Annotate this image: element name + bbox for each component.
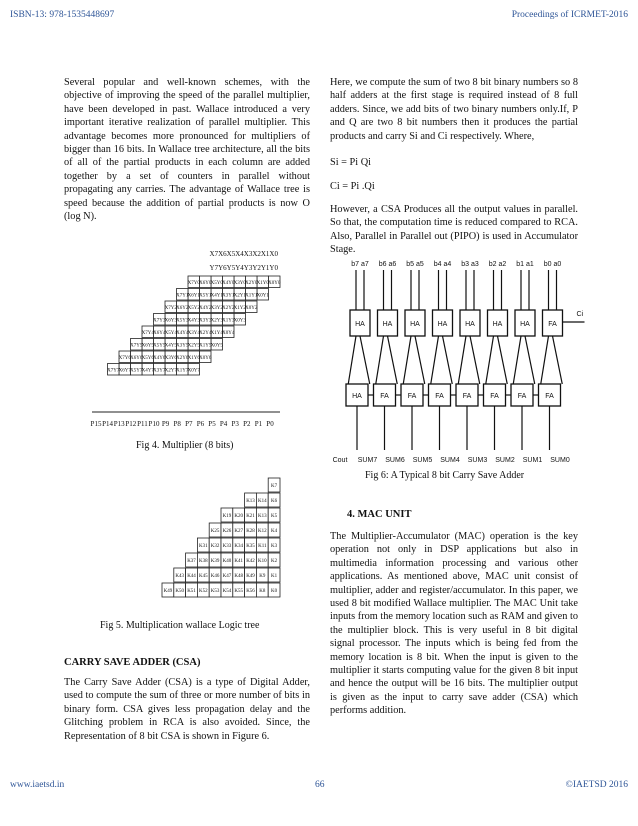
fig4-pp-label: X0Y0 bbox=[268, 281, 281, 286]
fig6-output-label: SUM5 bbox=[412, 457, 433, 464]
fig5-cell-label: K2 bbox=[271, 559, 278, 564]
fig6-top-block-label: HA bbox=[437, 321, 448, 328]
fig5-cell-label: K47 bbox=[222, 574, 232, 579]
fig6-input-label: b6 a6 bbox=[378, 261, 397, 268]
fig4-pp-label: X1Y4 bbox=[210, 331, 223, 336]
fig4-pp-label: X6Y6 bbox=[130, 356, 143, 361]
fig4-pp-label: X5Y3 bbox=[176, 318, 189, 324]
fig5-cell-label: K32 bbox=[210, 544, 220, 549]
fig4-pp-label: X5Y5 bbox=[153, 343, 166, 349]
fig4-pp-label: X1Y3 bbox=[222, 318, 235, 324]
fig6-input-label: b7 a7 bbox=[351, 261, 369, 268]
fig4-pp-label: X1Y2 bbox=[233, 306, 246, 311]
fig5-cell-label: K19 bbox=[222, 514, 232, 519]
fig4-pp-label: X6Y5 bbox=[141, 343, 154, 349]
fig5-cell-label: K10 bbox=[257, 559, 267, 564]
fig6-carry-wire bbox=[348, 336, 356, 384]
fig6-sum-wire bbox=[443, 336, 453, 384]
fig6-sum-wire bbox=[388, 336, 398, 384]
header-proceedings: Proceedings of ICRMET-2016 bbox=[511, 10, 628, 20]
fig4-p-label: P15 bbox=[90, 420, 102, 428]
fig4-pp-label: X5Y0 bbox=[210, 281, 223, 286]
fig6-sum-wire bbox=[415, 336, 425, 384]
fig4-pp-label: X3Y6 bbox=[164, 356, 177, 361]
fig6-cin-label: Ci bbox=[576, 311, 584, 318]
fig4-pp-label: X6Y3 bbox=[164, 318, 177, 324]
fig5-cell-label: K49 bbox=[163, 589, 173, 594]
fig5-cell-label: K27 bbox=[234, 529, 244, 534]
fig6-input-label: b4 a4 bbox=[433, 261, 452, 268]
fig5-cell-label: K12 bbox=[257, 529, 267, 534]
fig5-cell-label: K35 bbox=[246, 544, 255, 549]
fig6-sum-wire bbox=[470, 336, 480, 384]
fig4-pp-label: X4Y5 bbox=[164, 343, 177, 349]
fig4-pp-label: X2Y4 bbox=[199, 331, 212, 336]
fig6-input-label: b2 a2 bbox=[488, 261, 507, 268]
fig5-cell-label: K21 bbox=[246, 514, 255, 519]
fig6-carry-wire bbox=[541, 336, 549, 384]
fig6-top-block-label: HA bbox=[382, 321, 393, 328]
fig5-cell-label: K37 bbox=[187, 559, 196, 564]
fig6-bottom-block-label: FA bbox=[517, 393, 527, 400]
fig4-pp-label: X3Y5 bbox=[176, 343, 189, 349]
fig4-pp-label: X6Y0 bbox=[199, 281, 212, 286]
fig4-pp-label: X5Y4 bbox=[164, 331, 177, 336]
fig6-carry-wire bbox=[431, 336, 439, 384]
fig4-pp-label: X4Y0 bbox=[222, 281, 235, 286]
fig6-top-block-label: FA bbox=[548, 321, 557, 328]
fig5-cell-label: K51 bbox=[187, 589, 196, 594]
csa-heading: CARRY SAVE ADDER (CSA) bbox=[64, 657, 201, 668]
fig4-p-label: P10 bbox=[148, 420, 160, 428]
fig4-pp-label: X3Y7 bbox=[153, 368, 166, 374]
fig6-input-label: b3 a3 bbox=[461, 261, 479, 268]
fig4-pp-label: X2Y5 bbox=[187, 343, 200, 349]
fig6-carry-wire bbox=[403, 336, 411, 384]
fig6-output-label: SUM1 bbox=[522, 457, 543, 464]
fig6-top-block-label: HA bbox=[492, 321, 503, 328]
fig4-pp-label: X5Y7 bbox=[130, 368, 143, 374]
fig6-sum-wire bbox=[553, 336, 563, 384]
fig6-bottom-block-label: FA bbox=[462, 393, 472, 400]
column-left bbox=[64, 76, 310, 223]
fig4-pp-label: X7Y5 bbox=[130, 343, 143, 349]
fig4-pp-label: X2Y7 bbox=[164, 368, 177, 374]
fig5-cell-label: K20 bbox=[234, 514, 244, 519]
fig4-pp-label: X2Y1 bbox=[233, 293, 246, 299]
fig4-p-label: P13 bbox=[113, 420, 125, 428]
fig5-cell-label: K3 bbox=[271, 544, 278, 549]
fig4-p-label: P7 bbox=[185, 420, 193, 428]
fig6-sum-wire bbox=[498, 336, 508, 384]
fig5-cell-label: K0 bbox=[271, 589, 278, 594]
fig5-cell-label: K1 bbox=[271, 574, 278, 579]
figure-5-wallace-tree bbox=[82, 476, 282, 606]
fig4-pp-label: X4Y1 bbox=[210, 293, 223, 299]
fig4-pp-label: X4Y7 bbox=[141, 368, 154, 374]
fig6-input-label: b0 a0 bbox=[543, 261, 562, 268]
fig4-pp-label: X3Y0 bbox=[233, 281, 246, 286]
fig4-pp-label: X5Y1 bbox=[199, 293, 212, 299]
fig6-top-block-label: HA bbox=[465, 321, 475, 328]
fig5-cell-label: K11 bbox=[258, 544, 267, 549]
fig4-pp-label: X2Y6 bbox=[176, 356, 189, 361]
fig4-pp-label: X0Y5 bbox=[210, 343, 223, 349]
fig4-pp-label: X3Y2 bbox=[210, 306, 223, 311]
footer-page-number: 66 bbox=[315, 780, 325, 790]
fig4-pp-label: X6Y2 bbox=[176, 306, 189, 311]
fig5-cell-label: K25 bbox=[210, 529, 220, 534]
mac-heading: 4. MAC UNIT bbox=[347, 509, 412, 520]
fig5-cell-label: K9 bbox=[259, 574, 266, 579]
paragraph-wallace: Several popular and well-known schemes, with the objective of improving the speed of the parallel multiplier, have been developed in past. Wallace introduced a very important iterative realization of parallel multiplier. This advantage becomes more pronounced for multipliers of bigger than 16 bits. In Wallace tree architecture, all the bits of all of the partial products in each column are added together by a set of counters in parallel without propagating any carries. The advantage of Wallace tree is speed because the addition of partial products is now O (log N). bbox=[64, 77, 310, 223]
fig4-p-label: P4 bbox=[219, 420, 228, 428]
fig4-p-label: P8 bbox=[173, 420, 181, 428]
fig6-top-block-label: HA bbox=[355, 321, 365, 328]
fig5-cell-label: K42 bbox=[246, 559, 255, 564]
fig4-p-label: P2 bbox=[243, 420, 251, 428]
fig5-cell-label: K33 bbox=[222, 544, 232, 549]
fig4-p-label: P14 bbox=[102, 420, 114, 428]
fig4-pp-label: X7Y6 bbox=[118, 356, 131, 361]
fig6-carry-wire bbox=[376, 336, 384, 384]
figure-4-caption: Fig 4. Multiplier (8 bits) bbox=[136, 440, 234, 451]
fig6-output-label: SUM4 bbox=[440, 457, 460, 464]
fig5-cell-label: K28 bbox=[246, 529, 255, 534]
equation-si: Si = Pi Qi bbox=[330, 157, 372, 168]
fig4-pp-label: X1Y5 bbox=[199, 343, 212, 349]
fig6-output-label: SUM0 bbox=[550, 457, 570, 464]
fig4-p-label: P0 bbox=[266, 420, 274, 428]
fig4-pp-label: X4Y4 bbox=[176, 331, 189, 336]
fig6-input-label: b1 a1 bbox=[516, 261, 534, 268]
fig6-top-block-label: HA bbox=[410, 321, 420, 328]
fig4-pp-label: X1Y0 bbox=[256, 281, 269, 286]
fig4-pp-label: X7Y2 bbox=[164, 306, 177, 311]
fig4-pp-label: X0Y3 bbox=[233, 318, 246, 324]
fig5-cell-label: K31 bbox=[198, 544, 208, 549]
paragraph-csa-sum: Here, we compute the sum of two 8 bit binary numbers so 8 half adders at the first stage is required instead of 8 full adders. Since, we add bits of two binary numbers only.If, P and Q are two 8 bit numbers then it produces the partial products and carry Si and Ci respectively. Where, bbox=[330, 77, 578, 142]
fig6-sum-wire bbox=[525, 336, 535, 384]
fig4-pp-label: X1Y1 bbox=[245, 293, 258, 299]
fig6-bottom-block-label: FA bbox=[435, 393, 444, 400]
fig4-pp-label: X6Y4 bbox=[153, 331, 166, 336]
fig4-pp-label: X1Y6 bbox=[187, 356, 200, 361]
fig4-pp-label: X2Y3 bbox=[210, 318, 223, 324]
fig5-cell-label: K7 bbox=[271, 484, 278, 489]
fig4-p-label: P3 bbox=[231, 420, 239, 428]
fig4-p-label: P12 bbox=[125, 420, 137, 428]
fig4-pp-label: X6Y7 bbox=[118, 368, 131, 374]
fig4-pp-label: X7Y3 bbox=[153, 318, 166, 324]
fig6-top-block-label: HA bbox=[520, 321, 530, 328]
fig5-cell-label: K56 bbox=[246, 589, 255, 594]
fig6-bottom-block-label: FA bbox=[490, 393, 499, 400]
fig6-bottom-block-label: FA bbox=[380, 393, 389, 400]
figure-5-caption: Fig 5. Multiplication wallace Logic tree bbox=[100, 620, 260, 631]
figure-6-carry-save-adder bbox=[332, 258, 584, 466]
fig6-output-label: SUM7 bbox=[357, 457, 378, 464]
fig6-output-label: SUM3 bbox=[467, 457, 488, 464]
fig4-pp-label: X4Y2 bbox=[199, 306, 212, 311]
fig6-output-label: SUM2 bbox=[495, 457, 515, 464]
fig4-pp-label: X5Y2 bbox=[187, 306, 200, 311]
fig4-pp-label: X2Y0 bbox=[245, 281, 258, 286]
fig4-pp-label: X4Y6 bbox=[153, 356, 166, 361]
fig4-pp-label: X3Y4 bbox=[187, 331, 200, 336]
fig4-pp-label: X1Y7 bbox=[176, 368, 189, 374]
fig5-cell-label: K8 bbox=[259, 589, 266, 594]
paragraph-mac: The Multiplier-Accumulator (MAC) operation is the key operation not only in DSP applications but also in multimedia information processing and various other applications. As mentioned above, MAC unit consist of multiplier, adder and register/accumulator. In this paper, we used 8 bit modified Wallace multiplier. The MAC Unit take inputs from the memory location such as RAM and given to the multiplier block. This is very useful in 8 bit digital signal processor. The inputs which is being fed from the memory location is 8 bit. When the input is given to the multiplier it starts computing value for the given 8 bit input and hence the output will be 16 bits. The multiplier output is given as the input to carry save adder (CSA) which performs addition. bbox=[330, 531, 578, 717]
fig5-cell-label: K5 bbox=[271, 514, 278, 519]
fig4-pp-label: X2Y2 bbox=[222, 306, 235, 311]
fig4-p-label: P1 bbox=[254, 420, 263, 428]
fig5-cell-label: K4 bbox=[271, 529, 278, 534]
figure-6-caption: Fig 6: A Typical 8 bit Carry Save Adder bbox=[365, 470, 525, 481]
fig4-row-x: X7X6X5X4X3X2X1X0 bbox=[209, 250, 278, 258]
fig5-cell-label: K40 bbox=[222, 559, 232, 564]
fig4-pp-label: X0Y1 bbox=[256, 293, 269, 299]
fig5-cell-label: K14 bbox=[257, 499, 267, 504]
fig5-cell-label: K46 bbox=[210, 574, 220, 579]
fig5-cell-label: K13 bbox=[246, 499, 255, 504]
fig5-cell-label: K50 bbox=[175, 589, 185, 594]
footer-website: www.iaetsd.in bbox=[10, 780, 65, 790]
figure-4-multiplier bbox=[84, 246, 284, 436]
fig5-cell-label: K55 bbox=[234, 589, 244, 594]
fig4-pp-label: X7Y4 bbox=[141, 331, 154, 336]
fig5-cell-label: K53 bbox=[210, 589, 220, 594]
fig4-pp-label: X6Y1 bbox=[187, 293, 200, 299]
fig4-p-label: P9 bbox=[161, 420, 170, 428]
fig5-cell-label: K49 bbox=[246, 574, 255, 579]
fig5-cell-label: K38 bbox=[198, 559, 208, 564]
fig4-p-label: P5 bbox=[208, 420, 216, 428]
fig6-input-label: b5 a5 bbox=[406, 261, 424, 268]
fig6-bottom-block-label: FA bbox=[545, 393, 554, 400]
fig5-cell-label: K54 bbox=[222, 589, 232, 594]
fig4-row-y: Y7Y6Y5Y4Y3Y2Y1Y0 bbox=[209, 264, 278, 272]
fig4-p-label: P11 bbox=[137, 420, 148, 428]
footer-copyright: ©IAETSD 2016 bbox=[565, 780, 628, 790]
fig4-pp-label: X3Y3 bbox=[199, 318, 212, 324]
fig4-pp-label: X3Y1 bbox=[222, 293, 235, 299]
fig6-output-label: SUM6 bbox=[385, 457, 405, 464]
fig4-pp-label: X5Y6 bbox=[141, 356, 154, 361]
fig4-pp-label: X0Y6 bbox=[199, 356, 212, 361]
column-right bbox=[330, 76, 578, 143]
fig5-cell-label: K52 bbox=[198, 589, 208, 594]
fig6-output-label: Cout bbox=[332, 457, 348, 464]
header-isbn: ISBN-13: 978-1535448697 bbox=[10, 10, 115, 20]
paragraph-csa-parallel: However, a CSA Produces all the output values in parallel. So that, the computation time is reduced compared to RCA. Also, Parallel in Parallel out (PIPO) is used in Accumulator Stage. bbox=[330, 204, 578, 256]
fig4-p-label: P6 bbox=[196, 420, 205, 428]
fig4-pp-label: X7Y1 bbox=[176, 293, 189, 299]
fig6-bottom-block-label: HA bbox=[352, 393, 362, 400]
fig6-bottom-block-label: FA bbox=[407, 393, 417, 400]
fig4-pp-label: X0Y4 bbox=[222, 331, 235, 336]
fig6-carry-wire bbox=[513, 336, 521, 384]
fig5-cell-label: K41 bbox=[234, 559, 244, 564]
fig5-cell-label: K44 bbox=[187, 574, 196, 579]
equation-ci: Ci = Pi .Qi bbox=[330, 181, 375, 192]
fig5-cell-label: K13 bbox=[257, 514, 267, 519]
fig4-pp-label: X0Y7 bbox=[187, 368, 200, 374]
fig6-sum-wire bbox=[360, 336, 370, 384]
fig4-pp-label: X4Y3 bbox=[187, 318, 200, 324]
fig5-cell-label: K43 bbox=[175, 574, 185, 579]
fig5-cell-label: K48 bbox=[234, 574, 244, 579]
fig5-cell-label: K26 bbox=[222, 529, 232, 534]
fig6-carry-wire bbox=[458, 336, 466, 384]
fig4-pp-label: X7Y0 bbox=[187, 281, 200, 286]
paragraph-csa: The Carry Save Adder (CSA) is a type of Digital Adder, used to compute the sum of three or more number of bits in binary form. CSA gives less propagation delay and the Glitching problem in RCA is also avoided. Since, the Representation of 8 bit CSA is shown in Figure 6. bbox=[64, 677, 310, 742]
fig5-cell-label: K39 bbox=[210, 559, 220, 564]
fig6-carry-wire bbox=[486, 336, 494, 384]
fig5-cell-label: K45 bbox=[198, 574, 208, 579]
fig5-cell-label: K34 bbox=[234, 544, 244, 549]
fig4-pp-label: X0Y2 bbox=[245, 306, 258, 311]
fig4-pp-label: X7Y7 bbox=[107, 368, 120, 374]
fig5-cell-label: K6 bbox=[271, 499, 278, 504]
